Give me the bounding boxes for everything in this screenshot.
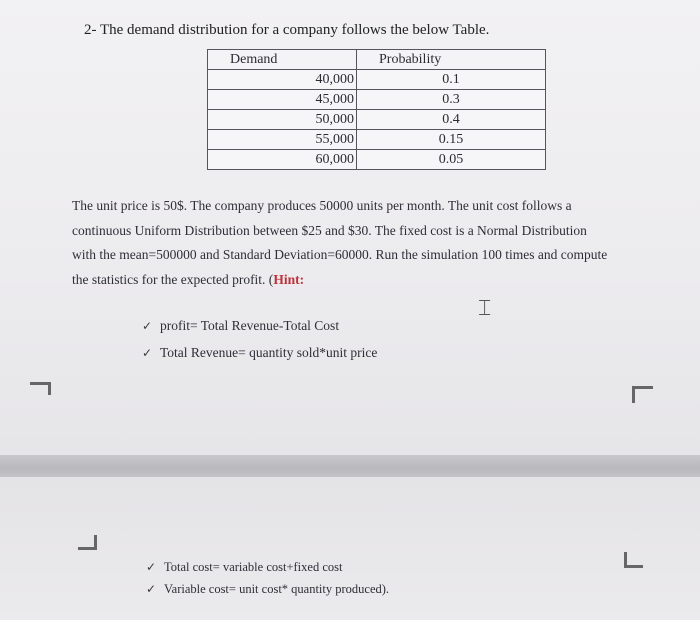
hint-list-top xyxy=(142,315,377,369)
demand-table xyxy=(207,49,546,170)
probability-cell: 0.05 xyxy=(357,150,546,170)
list-item xyxy=(142,342,377,369)
table-row xyxy=(208,90,546,110)
paragraph-line: The unit price is 50$. The company produces 50000 units per month. The unit cost follows a xyxy=(72,198,572,213)
demand-cell: 60,000 xyxy=(208,150,357,170)
crop-corner-icon xyxy=(30,382,51,395)
check-icon: ✓ xyxy=(142,346,153,360)
check-icon: ✓ xyxy=(142,319,153,333)
page-fold-band xyxy=(0,455,700,477)
hint-text: Total cost= variable cost+fixed cost xyxy=(164,560,343,574)
table-header-row xyxy=(208,50,546,70)
problem-paragraph xyxy=(72,194,650,292)
table-row xyxy=(208,70,546,90)
hint-text: Total Revenue= quantity sold*unit price xyxy=(160,345,378,360)
hint-text: Variable cost= unit cost* quantity produced). xyxy=(164,582,390,596)
question-title: 2- The demand distribution for a company follows the below Table. xyxy=(84,22,490,38)
demand-cell: 40,000 xyxy=(208,70,357,90)
crop-corner-icon xyxy=(78,535,97,550)
table-row xyxy=(208,110,546,130)
crop-corner-icon xyxy=(624,552,643,568)
probability-cell: 0.3 xyxy=(357,90,546,110)
header-demand: Demand xyxy=(208,50,357,70)
demand-cell: 50,000 xyxy=(208,110,357,130)
check-icon: ✓ xyxy=(146,560,157,574)
header-probability: Probability xyxy=(357,50,546,70)
demand-cell: 55,000 xyxy=(208,130,357,150)
demand-cell: 45,000 xyxy=(208,90,357,110)
paragraph-line xyxy=(72,268,650,293)
crop-corner-icon xyxy=(632,386,653,403)
table-row xyxy=(208,150,546,170)
list-item xyxy=(146,558,389,580)
probability-cell: 0.4 xyxy=(357,110,546,130)
hint-text: profit= Total Revenue-Total Cost xyxy=(160,318,340,333)
text-cursor-icon: ⌶ xyxy=(478,296,492,321)
check-icon: ✓ xyxy=(146,582,157,596)
probability-cell: 0.15 xyxy=(357,130,546,150)
hint-list-bottom xyxy=(146,558,389,602)
hint-label: Hint: xyxy=(273,271,305,287)
list-item xyxy=(146,580,389,602)
table-row xyxy=(208,130,546,150)
list-item xyxy=(142,315,377,342)
paragraph-line: with the mean=500000 and Standard Deviation=60000. Run the simulation 100 times and compute xyxy=(72,247,608,262)
paragraph-line: continuous Uniform Distribution between $25 and $30. The fixed cost is a Normal Distribution xyxy=(72,222,587,238)
probability-cell: 0.1 xyxy=(357,70,546,90)
paragraph-line-text: the statistics for the expected profit. ( xyxy=(72,271,274,287)
